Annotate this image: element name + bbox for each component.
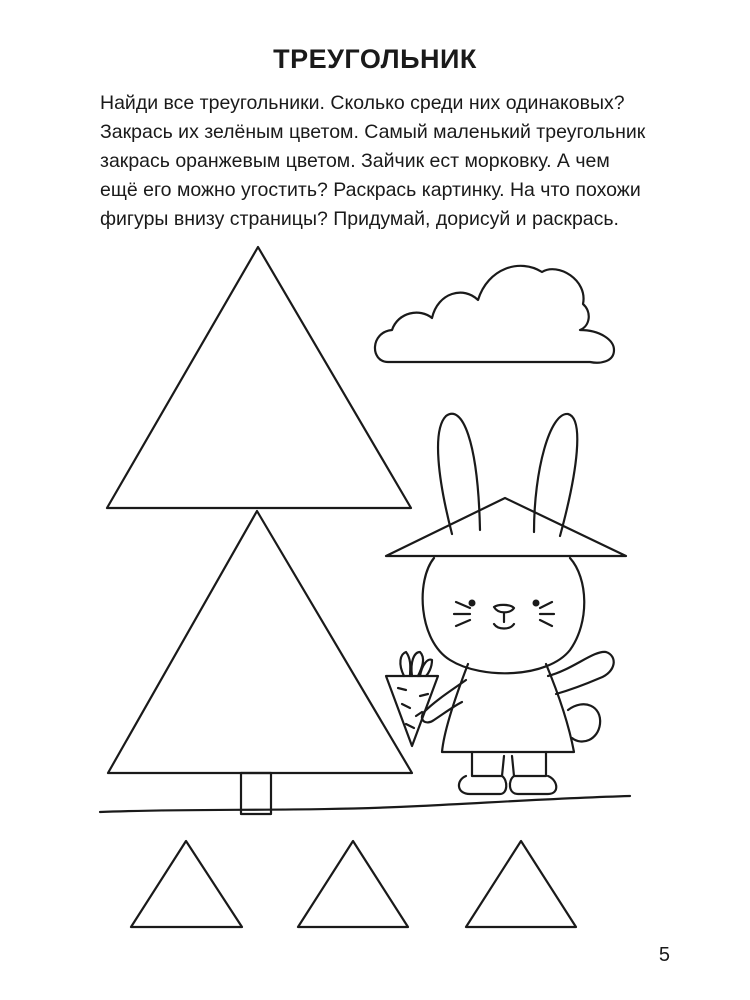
bunny-left-eye — [469, 600, 476, 607]
bunny-left-ear — [438, 414, 480, 534]
instruction-line: ещё его можно угостить? Раскрась картинку. На что похожи — [100, 179, 641, 201]
bunny-right-foot — [510, 776, 556, 794]
carrot-leaves — [400, 652, 432, 676]
carrot-body — [386, 676, 438, 746]
bunny-right-eye — [533, 600, 540, 607]
small-triangle-3 — [466, 841, 576, 927]
instruction-line: закрась оранжевым цветом. Зайчик ест морковку. А чем — [100, 150, 610, 172]
page-title: ТРЕУГОЛЬНИК — [273, 44, 477, 74]
ground-line — [100, 796, 630, 812]
small-triangle-2 — [298, 841, 408, 927]
bunny-tail — [568, 704, 600, 741]
bunny-body — [442, 664, 574, 752]
bunny-left-foot — [459, 776, 506, 794]
bunny-hat-triangle — [386, 498, 626, 556]
instruction-line: Закрась их зелёным цветом. Самый маленький треугольник — [100, 121, 646, 143]
bunny-legs — [472, 752, 546, 776]
large-triangle-bottom — [108, 511, 412, 773]
bunny-right-ear — [534, 414, 577, 536]
cloud-shape — [375, 266, 614, 363]
instruction-line: фигуры внизу страницы? Придумай, дорисуй и раскрась. — [100, 208, 619, 230]
instruction-line: Найди все треугольники. Сколько среди них одинаковых? — [100, 92, 625, 114]
tree-trunk — [241, 773, 271, 814]
bunny-mouth — [494, 614, 514, 629]
page-number: 5 — [658, 944, 670, 966]
large-triangle-top — [107, 247, 411, 508]
bunny-right-arm — [548, 652, 614, 694]
bunny-nose — [494, 605, 514, 613]
small-triangle-1 — [131, 841, 242, 927]
